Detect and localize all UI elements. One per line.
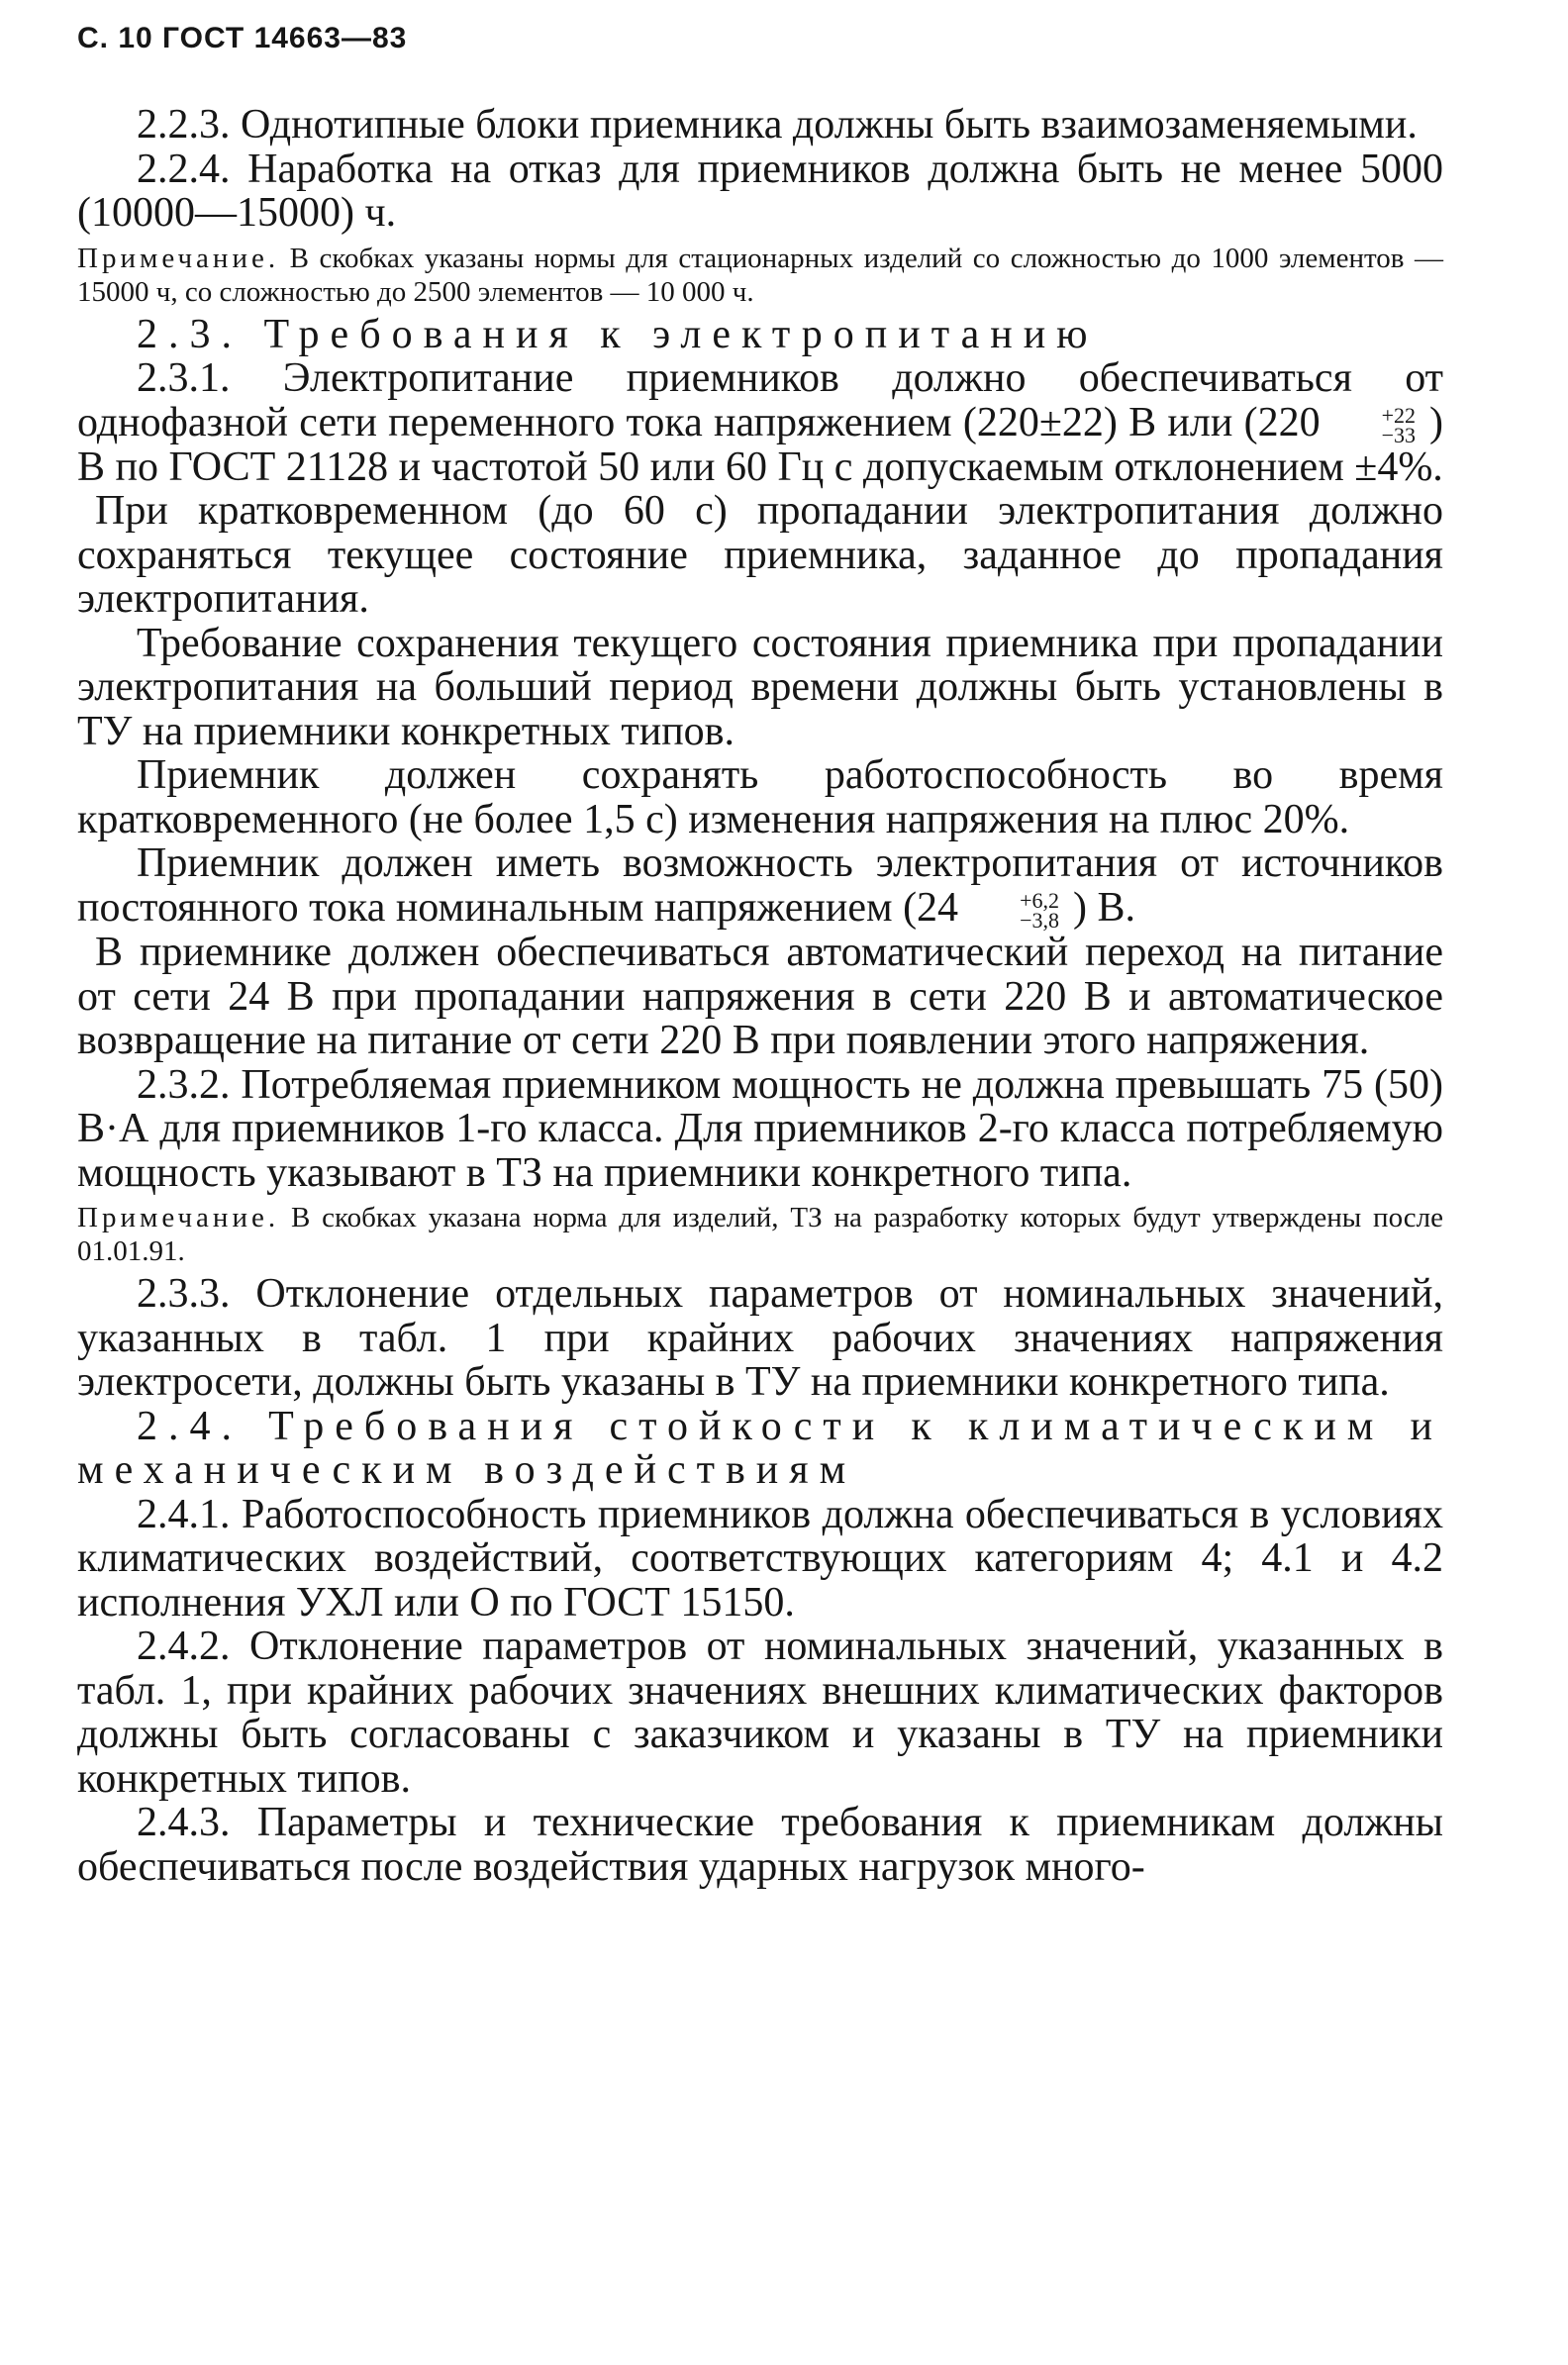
note-text: В скобках указана норма для изделий, ТЗ на разработку которых будут утверждены после 01.01.91. — [77, 1202, 1444, 1268]
paragraph-2-3-1-text-b: ) В по ГОСТ 21128 и частотой 50 или 60 Гц с допускаемым отклонением ±4%. — [77, 399, 1443, 490]
dc-tolerance-fraction — [960, 888, 1059, 934]
paragraph-2-4-2: 2.4.2. Отклонение параметров от номинальных значений, указанных в табл. 1, при крайних рабочих значениях внешних климатических факторов должны быть согласованы с заказчиком и указаны в ТУ на приемники конкретных типов. — [77, 1624, 1443, 1802]
tolerance-fraction — [1323, 402, 1416, 447]
paragraph-2-2-4: 2.2.4. Наработка на отказ для приемников должна быть не менее 5000 (10000—15000) ч. — [77, 146, 1443, 236]
paragraph-2-3-3: 2.3.3. Отклонение отдельных параметров от номинальных значений, указанных в табл. 1 при крайних рабочих значениях напряжения электросети, должны быть указаны в ТУ на приемники конкретного типа. — [77, 1271, 1443, 1406]
paragraph-long-outage: Требование сохранения текущего состояния приемника при пропадании электропитания на больший период времени должны быть установлены в ТУ на приемники конкретных типов. — [77, 620, 1443, 754]
paragraph-auto-switch: В приемнике должен обеспечиваться автоматический переход на питание от сети 24 В при пропадании напряжения в сети 220 В и автоматическое возвращение на питание от сети 220 В при появлении этого напряжения. — [77, 930, 1443, 1064]
paragraph-2-3-1-text-a: 2.3.1. Электропитание приемников должно обеспечиваться от однофазной сети переменного тока напряжением (220±22) В или (220 — [77, 355, 1443, 445]
section-heading-2-4: 2.4. Требования стойкости к климатическим и механическим воздействиям — [77, 1403, 1443, 1494]
dc-tolerance-lower: −3,8 — [1020, 908, 1059, 934]
paragraph-2-4-1: 2.4.1. Работоспособность приемников должна обеспечиваться в условиях климатических воздействий, соответствующих категориям 4; 4.1 и 4.2 исполнения УХЛ или О по ГОСТ 15150. — [77, 1491, 1443, 1626]
paragraph-2-4-3: 2.4.3. Параметры и технические требования к приемникам должны обеспечиваться после воздействия ударных нагрузок много- — [77, 1800, 1443, 1890]
note-label: Примечание. — [77, 1202, 280, 1234]
note-text: В скобках указаны нормы для стационарных изделий со сложностью до 1000 элементов — 15000 ч, со сложностью до 2500 элементов — 10 000 ч. — [77, 242, 1443, 308]
dc-tolerance-upper: +6,2 — [1020, 888, 1059, 914]
document-body — [77, 103, 1443, 1889]
paragraph-short-outage: При кратковременном (до 60 с) пропадании электропитания должно сохраняться текущее состояние приемника, заданное до пропадания электропитания. — [77, 488, 1443, 623]
tolerance-upper: +22 — [1381, 402, 1416, 428]
note-power — [77, 1201, 1443, 1268]
section-heading-2-3: 2.3. Требования к электропитанию — [137, 311, 1099, 357]
page-header: С. 10 ГОСТ 14663—83 — [77, 22, 408, 54]
paragraph-voltage-change: Приемник должен сохранять работоспособность во время кратковременного (не более 1,5 с) изменения напряжения на плюс 20%. — [77, 752, 1443, 842]
paragraph-2-2-3: 2.2.3. Однотипные блоки приемника должны быть взаимозаменяемыми. — [137, 102, 1418, 148]
paragraph-dc-supply — [77, 840, 1443, 934]
paragraph-dc-text-b: ) В. — [1072, 884, 1135, 931]
note-reliability — [77, 242, 1443, 309]
note-label: Примечание. — [77, 242, 280, 274]
tolerance-lower: −33 — [1381, 422, 1416, 447]
paragraph-2-3-2: 2.3.2. Потребляемая приемником мощность не должна превышать 75 (50) В·А для приемников 1-го класса. Для приемников 2-го класса потребляемую мощность указывают в ТЗ на приемники конкретного типа. — [77, 1061, 1443, 1196]
paragraph-2-3-1 — [77, 356, 1443, 489]
paragraph-dc-text-a: Приемник должен иметь возможность электропитания от источников постоянного тока номинальным напряжением (24 — [77, 840, 1443, 931]
